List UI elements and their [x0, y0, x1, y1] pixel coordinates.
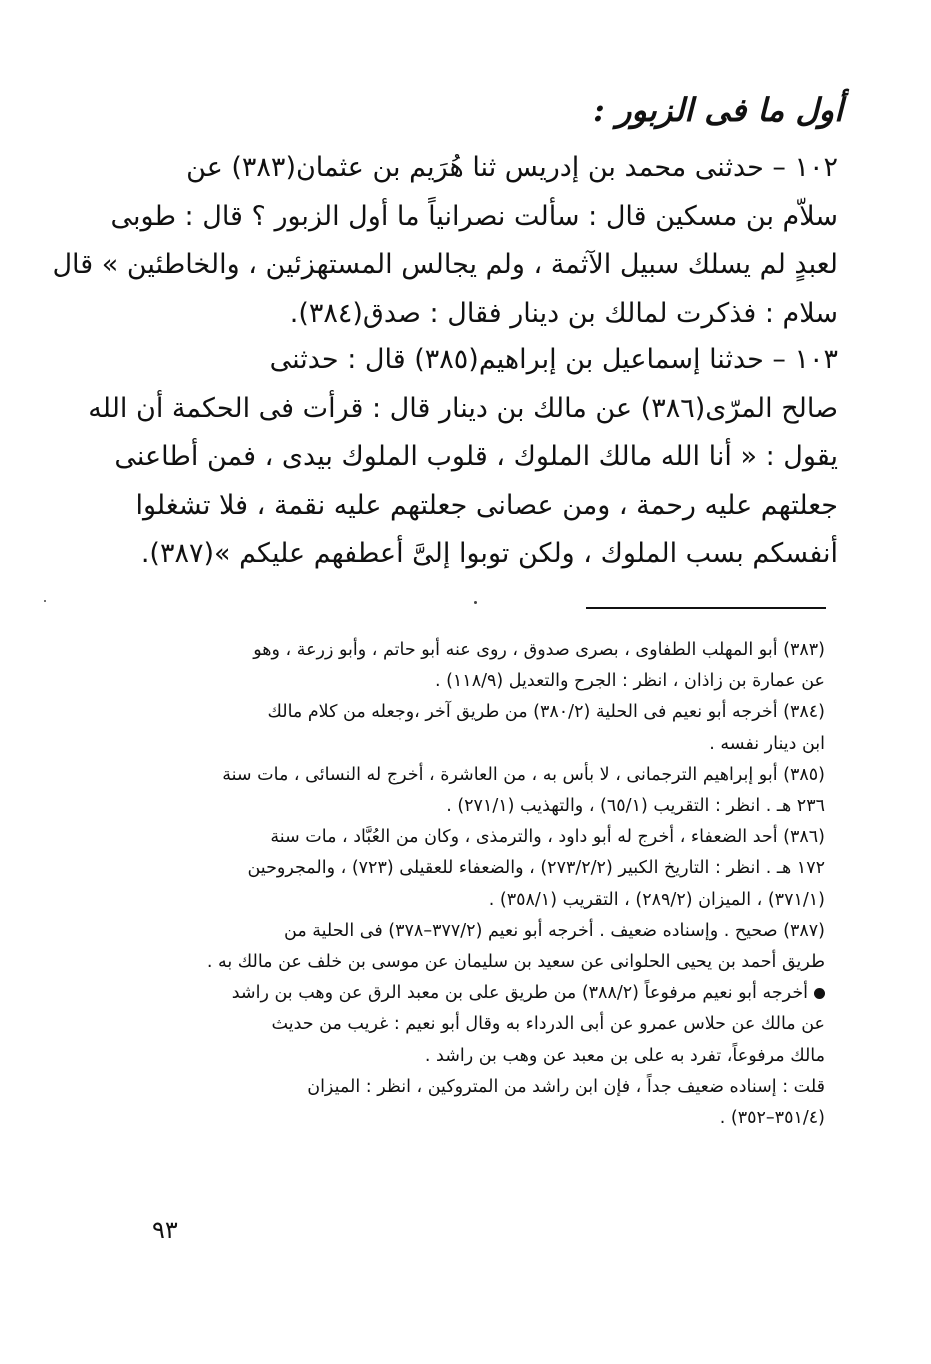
paragraph-102	[52, 144, 838, 338]
footnote-line: (٣٧١/١) ، الميزان (٢٨٩/٢) ، التقريب (٣٥٨/١) .	[488, 889, 825, 910]
footnote-line: مالك مرفوعاً، تفرد به على بن معبد عن وهب بن راشد .	[424, 1045, 825, 1066]
paragraph-line: يقول : « أنا الله مالك الملوك ، قلوب الملوك بيدى ، فمن أطاعنى	[114, 441, 838, 472]
footnote-387-bullet	[150, 978, 825, 1072]
footnote-line: (٣٨٦) أحد الضعفاء ، أخرج له أبو داود ، والترمذى ، وكان من العُبَّاد ، مات سنة	[270, 827, 825, 848]
print-speck	[44, 600, 46, 602]
footnote-line	[150, 978, 825, 1009]
paragraph-line: ١٠٢ – حدثنى محمد بن إدريس ثنا هُرَيم بن عثمان(٣٨٣) عن	[186, 152, 838, 183]
paragraph-line: لعبدٍ لم يسلك سبيل الآثمة ، ولم يجالس المستهزئين ، والخاطئين » قال	[52, 249, 838, 280]
footnote-line: (٣٨٤) أخرجه أبو نعيم فى الحلية (٣٨٠/٢) من طريق آخر ،وجعله من كلام مالك	[267, 702, 825, 723]
footnote-line: (٣٨٧) صحيح . وإسناده ضعيف . أخرجه أبو نعيم (٣٧٧/٢–٣٧٨) فى الحلية من	[284, 920, 825, 941]
section-heading: أول ما فى الزبور :	[592, 91, 843, 129]
footnote-386	[150, 822, 825, 916]
footnote-line: عن عمارة بن زاذان ، انظر : الجرح والتعديل (١١٨/٩) .	[434, 671, 825, 692]
footnote-387-note	[150, 1072, 825, 1134]
paragraph-103	[88, 336, 838, 579]
footnote-line-text: أخرجه أبو نعيم مرفوعاً (٣٨٨/٢) من طريق على بن معبد الرق عن وهب بن راشد	[231, 983, 808, 1004]
footnote-384	[150, 697, 825, 759]
footnote-line: قلت : إسناده ضعيف جداً ، فإن ابن راشد من المتروكين ، انظر : الميزان	[307, 1076, 825, 1097]
footnote-line: ابن دينار نفسه .	[709, 733, 825, 754]
footnote-line: عن مالك عن حلاس عمرو عن أبى الدرداء به وقال أبو نعيم : غريب من حديث	[271, 1014, 825, 1035]
footnote-387	[150, 916, 825, 978]
footnote-line: طريق أحمد بن يحيى الحلوانى عن سعيد بن سليمان عن موسى بن خلف عن مالك به .	[206, 952, 825, 973]
footnote-line: ١٧٢ هـ . انظر : التاريخ الكبير (٢٧٣/٢/٢) ، والضعفاء للعقيلى (٧٢٣) ، والمجروحين	[247, 858, 825, 879]
footnote-385	[150, 760, 825, 822]
footnote-line: (٣٨٣) أبو المهلب الطفاوى ، بصرى صدوق ، روى عنه أبو حاتم ، وأبو زرعة ، وهو	[253, 640, 825, 660]
paragraph-line: ١٠٣ – حدثنا إسماعيل بن إبراهيم(٣٨٥) قال : حدثنى	[269, 344, 838, 375]
paragraph-line: صالح المرّى(٣٨٦) عن مالك بن دينار قال : قرأت فى الحكمة أن الله	[88, 392, 838, 424]
bullet-icon	[814, 988, 825, 999]
footnote-line: (٣٥١/٤–٣٥٢) .	[719, 1108, 825, 1129]
paragraph-line: جعلتهم عليه رحمة ، ومن عصانى جعلتهم عليه نقمة ، فلا تشغلوا	[135, 489, 838, 521]
footnote-383	[150, 635, 825, 697]
paragraph-line: سلام : فذكرت لمالك بن دينار فقال : صدق(٣٨٤).	[289, 297, 838, 329]
footnotes-section	[150, 635, 825, 1134]
footnote-line: ٢٣٦ هـ . انظر : التقريب (٦٥/١) ، والتهذيب (٢٧١/١) .	[446, 796, 825, 817]
footnote-line: (٣٨٥) أبو إبراهيم الترجمانى ، لا بأس به ، من العاشرة ، أخرج له النسائى ، مات سنة	[222, 764, 825, 785]
paragraph-line: أنفسكم بسب الملوك ، ولكن توبوا إلىَّ أعطفهم عليكم »(٣٨٧).	[140, 538, 838, 569]
footnote-divider	[586, 607, 826, 609]
print-speck	[474, 601, 477, 604]
page-number: ٩٣	[152, 1216, 178, 1244]
paragraph-line: سلاّم بن مسكين قال : سألت نصرانياً ما أول الزبور ؟ قال : طوبى	[110, 200, 838, 232]
